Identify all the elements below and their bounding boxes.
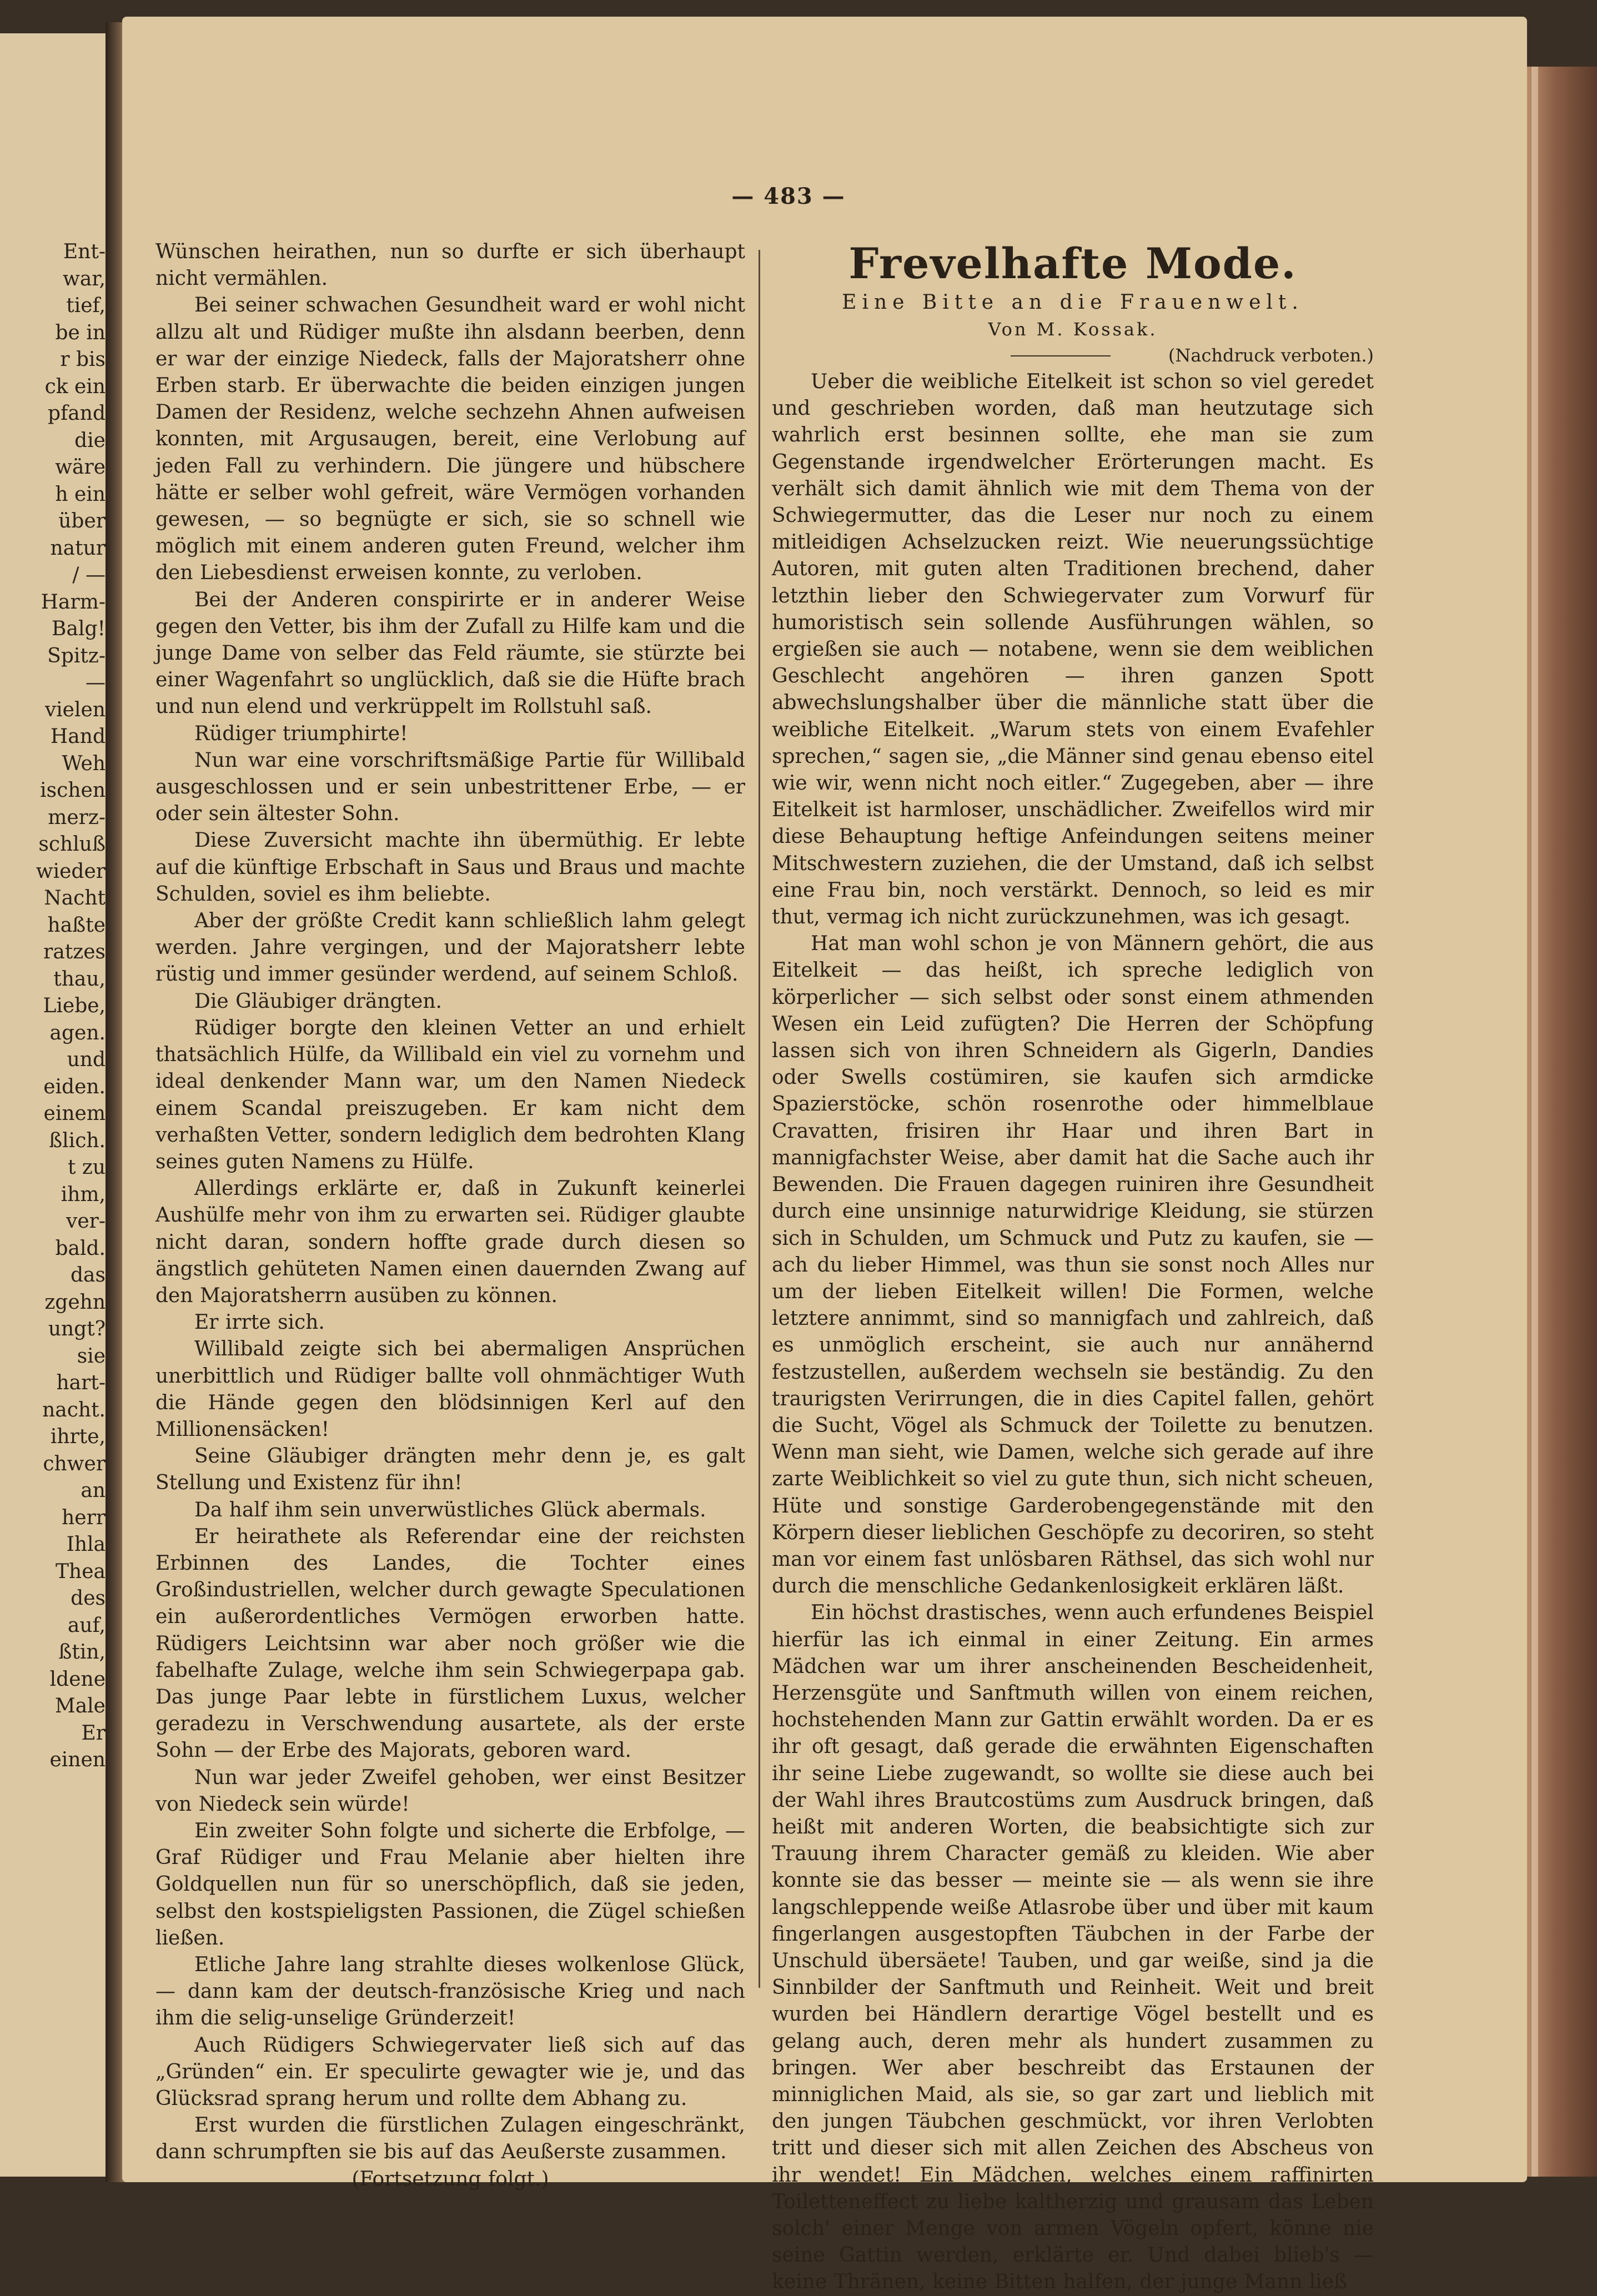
facing-page-line: Spitz-: [47, 644, 106, 667]
story-paragraph: Willibald zeigte sich bei abermaligen Ansprüchen unerbittlich und Rüdiger ballte voll ohnmächtiger Wuth die Hände gegen den blödsinnigen Kerl auf den Millionensäcken!: [155, 1338, 745, 1441]
facing-page-line: zgehn: [44, 1290, 106, 1314]
facing-page-line: Male: [54, 1695, 106, 1717]
story-paragraph: Rüdiger borgte den kleinen Vetter an und erhielt thatsächlich Hülfe, da Willibald ein viel zu vornehm und ideal denkender Mann war, um den Namen Niedeck einem Scandal preiszugeben. Er kam nicht dem verhaßten Vetter, sondern lediglich dem bedrohten Klang seines guten Namens zu Hülfe.: [155, 1016, 745, 1173]
facing-page-line: thau,: [53, 967, 106, 991]
facing-page-line: Er: [81, 1721, 106, 1745]
facing-page-line: natur: [50, 536, 106, 560]
facing-page-line: Ent-: [63, 240, 106, 263]
story-paragraph: Er heirathete als Referendar eine der reichsten Erbinnen des Landes, die Tochter eines Großindustriellen, welcher durch gewagte Speculationen ein außerordentliches Vermögen erworben hatte. Rüdigers Leichtsinn war aber noch größer wie die fabelhafte Zulage, welche ihm sein Schwiegerpapa gab. Das junge Paar lebte in fürstlichem Luxus, welcher geradezu in Verschwendung ausartete, als der erste Sohn — der Erbe des Majorats, geboren ward.: [155, 1525, 745, 1762]
book-spine-edge: [1527, 67, 1597, 2177]
facing-page-line: einem: [43, 1102, 106, 1125]
facing-page-line: des: [71, 1587, 106, 1610]
facing-page-line: schluß: [38, 833, 106, 856]
facing-page-line: das: [71, 1264, 106, 1287]
facing-page-line: Thea: [56, 1560, 106, 1583]
facing-page-line: Balg!: [52, 617, 106, 640]
facing-page-line: ck ein: [44, 375, 106, 398]
facing-page-line: sie: [77, 1344, 106, 1368]
facing-page-line: vielen: [44, 698, 106, 721]
facing-page-line: h ein: [55, 483, 106, 506]
header-rule: [1011, 355, 1111, 356]
story-paragraph: Seine Gläubiger drängten mehr denn je, es galt Stellung und Existenz für ihn!: [155, 1445, 745, 1495]
story-paragraph: Aber der größte Credit kann schließlich lahm gelegt werden. Jahre vergingen, und der Majoratsherr lebte rüstig und immer gesünder werdend, auf seinem Schloß.: [155, 910, 745, 986]
story-paragraph: Bei seiner schwachen Gesundheit ward er wohl nicht allzu alt und Rüdiger mußte ihn alsdann beerben, denn er war der einzige Niedeck, falls der Majoratsherr ohne Erben starb. Er überwachte die beiden einzigen jungen Damen der Residenz, welche sechzehn Ahnen aufweisen konnten, mit Argusaugen, bereit, eine Verlobung auf jeden Fall zu verhindern. Die jüngere und hübschere hätte er selber wohl gefreit, wäre Vermögen vorhanden gewesen, — so begnügte er sich, sie so schnell wie möglich mit einem anderen guten Freund, welcher ihm den Liebesdienst erweisen konnte, zu verloben.: [155, 294, 745, 585]
article-paragraph: Hat man wohl schon je von Männern gehört, die aus Eitelkeit — das heißt, ich spreche lediglich von körperlicher — sich selbst oder sonst einem athmenden Wesen ein Leid zufügten? Die Herren der Schöpfung lassen sich von ihren Schneidern als Gigerln, Dandies oder Swells costümiren, sie kaufen sich armdicke Spazierstöcke, schön rosenrothe oder himmelblaue Cravatten, frisiren ihr Haar und ihren Bart in mannigfachster Weise, aber damit hat die Sache auch ihr Bewenden. Die Frauen dagegen ruiniren ihre Gesundheit durch eine unsinnige naturwidrige Kleidung, sie stürzen sich in Schulden, um Schmuck und Putz zu kaufen, sie — ach du lieber Himmel, was thun sie sonst noch Alles nur um der lieben Eitelkeit willen! Die Formen, welche letztere annimmt, sind so mannigfach und zahlreich, daß es unmöglich erscheint, sie auch nur annähernd festzustellen, außerdem wechseln sie beständig. Zu den traurigsten Verirrungen, die in dies Capitel fallen, gehört die Sucht, Vögel als Schmuck der Toilette zu benutzen. Wenn man sieht, wie Damen, welche sich gerade auf ihre zarte Weiblichkeit so viel zu gute thun, sich nicht scheuen, Hüte und sonstige Garderobengegenstände mit den Körpern dieser lieblichen Geschöpfe zu decoriren, so steht man vor einem fast unlösbaren Räthsel, das sich wohl nur durch die menschliche Gedankenlosigkeit erklären läßt.: [772, 932, 1374, 1598]
continuation-note: (Fortsetzung folgt.): [351, 2167, 549, 2191]
facing-page-line: Hand: [50, 725, 106, 748]
story-paragraph: Diese Zuversicht machte ihn übermüthig. Er lebte auf die künftige Erbschaft in Saus und Braus und machte Schulden, soviel es ihm beliebte.: [155, 829, 745, 906]
facing-page-text: [6, 239, 106, 1774]
facing-page-fragment: [0, 33, 112, 2177]
facing-page-line: tief,: [66, 294, 106, 317]
facing-page-line: ßlich.: [49, 1129, 106, 1152]
story-paragraph: Allerdings erklärte er, daß in Zukunft keinerlei Aushülfe mehr von ihm zu erwarten sei. Rüdiger glaubte nicht daran, sondern hoffte grade durch diesen so ängstlich gehüteten Namen einen dauernden Zwang auf den Majoratsherrn ausüben zu können.: [155, 1177, 745, 1307]
facing-page-line: bald.: [55, 1237, 106, 1260]
facing-page-line: wäre: [55, 456, 106, 479]
reprint-note: (Nachdruck verboten.): [1168, 345, 1374, 366]
facing-page-line: Harm-: [41, 590, 106, 614]
facing-page-line: chwer: [43, 1452, 106, 1475]
facing-page-line: / —: [72, 564, 106, 586]
story-paragraph: Da half ihm sein unverwüstliches Glück abermals.: [194, 1498, 706, 1521]
article-author: Von M. Kossak.: [988, 319, 1158, 340]
article-subtitle: Eine Bitte an die Frauenwelt.: [842, 291, 1304, 314]
facing-page-line: nacht.: [42, 1398, 106, 1421]
facing-page-line: ischen: [40, 779, 106, 802]
facing-page-line: t zu: [67, 1156, 106, 1179]
facing-page-line: ldene: [49, 1667, 106, 1691]
facing-page-line: pfand: [47, 402, 106, 425]
facing-page-line: wieder: [36, 860, 106, 883]
facing-page-line: agen.: [49, 1021, 106, 1044]
facing-page-line: be in: [55, 321, 106, 344]
facing-page-line: haßte: [47, 913, 106, 937]
serial-story-column: [155, 239, 745, 2193]
story-paragraph: Auch Rüdigers Schwiegervater ließ sich auf das „Gründen“ ein. Er speculirte gewagter wie je, und das Glücksrad sprang herum und rollte dem Abhang zu.: [155, 2033, 745, 2111]
facing-page-line: an: [81, 1479, 106, 1502]
facing-page-line: ihm,: [61, 1183, 106, 1206]
column-divider: [759, 250, 760, 1988]
page-number: — 483 —: [731, 183, 846, 209]
facing-page-line: ßtin,: [58, 1641, 106, 1664]
facing-page-line: merz-: [48, 806, 106, 829]
story-paragraph: Wünschen heirathen, nun so durfte er sich überhaupt nicht vermählen.: [155, 240, 745, 290]
article-paragraph: Ueber die weibliche Eitelkeit ist schon so viel geredet und geschrieben worden, daß man heutzutage sich wahrlich erst besinnen sollte, ehe man sie zum Gegenstande irgendwelcher Erörterungen macht. Es verhält sich damit ähnlich wie mit dem Thema von der Schwiegermutter, das die Leser nur noch zu einem mitleidigen Achselzucken reizt. Wie neuerungssüchtige Autoren, mit guten alten Traditionen brechend, daher letzthin lieber den Schwiegervater zum Vorwurf für humoristisch sein sollende Ausführungen wählen, so ergießen sie auch — notabene, wenn sie dem weiblichen Geschlecht angehören — ihren ganzen Spott abwechslungshalber über die männliche statt über die weibliche Eitelkeit. „Warum stets von einem Evafehler sprechen,“ sagen sie, „die Männer sind genau ebenso eitel wie wir, wenn nicht noch eitler.“ Zugegeben, aber — ihre Eitelkeit ist harmloser, unschädlicher. Zweifellos wird mir diese Behauptung heftige Anfeindungen seitens meiner Mitschwestern zuziehen, die der Umstand, daß ich selbst eine Frau bin, noch verstärkt. Dennoch, so leid es mir thut, vermag ich nicht zurückzunehmen, was ich gesagt.: [772, 370, 1374, 929]
facing-page-line: die: [74, 429, 106, 452]
article-paragraph: Ein höchst drastisches, wenn auch erfundenes Beispiel hierfür las ich einmal in einer Zeitung. Ein armes Mädchen war um ihrer anscheinenden Bescheidenheit, Herzensgüte und Sanftmuth willen von einem reichen, hochstehenden Mann zur Gattin erwählt worden. Da er es ihr oft gesagt, daß gerade die erwähnten Eigenschaften ihr seine Liebe zugewandt, so wollte sie diese auch bei der Wahl ihres Brautcostüms zum Ausdruck bringen, daß heißt mit anderen Worten, die beabsichtigte sich zur Trauung ihrem Character gemäß zu kleiden. Wie aber konnte sie das besser — meinte sie — als wenn sie ihre langschleppende weiße Atlasrobe über und über mit kaum fingerlangen ausgestopften Täubchen in der Farbe der Unschuld übersäete! Tauben, und gar weiße, sind ja die Sinnbilder der Sanftmuth und Reinheit. Weit und breit wurden bei Händlern derartige Vögel bestellt und es gelang auch, deren mehr als hundert zusammen zu bringen. Wer aber beschreibt das Erstaunen der minniglichen Maid, als sie, so gar zart und lieblich mit den jungen Täubchen geschmückt, vor ihren Verlobten tritt und dieser sich mit allen Zeichen des Abscheus von ihr wendet! Ein Mädchen, welches einem raffinirten Toiletteneffect zu liebe kaltherzig und grausam das Leben solch' einer Menge von armen Vögeln opfert, könne nie seine Gattin werden, erklärte er. Und dabei blieb's — keine Thränen, keine Bitten halfen, der junge Mann ließ: [772, 1601, 1374, 2294]
facing-page-line: ihrte,: [50, 1425, 106, 1448]
facing-page-line: —: [86, 671, 106, 694]
story-paragraph: Die Gläubiger drängten.: [194, 989, 442, 1013]
story-paragraph: Ein zweiter Sohn folgte und sicherte die Erbfolge, — Graf Rüdiger und Frau Melanie aber hielten ihre Goldquellen nun für so unerschöpflich, daß sie jeden, selbst den kostspieligsten Passionen, die Zügel schießen ließen.: [155, 1819, 745, 1950]
article-title: Frevelhafte Mode.: [848, 239, 1297, 288]
story-paragraph: Nun war jeder Zweifel gehoben, wer einst Besitzer von Niedeck sein würde!: [155, 1766, 745, 1816]
facing-page-line: war,: [63, 267, 106, 290]
story-paragraph: Nun war eine vorschriftsmäßige Partie für Willibald ausgeschlossen und er sein unbestrittener Erbe, — er oder sein ältester Sohn.: [155, 748, 745, 826]
facing-page-line: eiden.: [43, 1075, 106, 1098]
story-paragraph: Er irrte sich.: [194, 1311, 325, 1334]
facing-page-line: und: [67, 1048, 106, 1071]
article-body: [772, 369, 1374, 2296]
story-paragraph: Etliche Jahre lang strahlte dieses wolkenlose Glück, — dann kam der deutsch-französische Krieg und nach ihm die selig-unselige Gründerzeit!: [155, 1953, 745, 2030]
facing-page-line: ungt?: [48, 1318, 106, 1340]
facing-page-line: Weh: [62, 752, 106, 775]
facing-page-line: Ihla: [66, 1533, 106, 1556]
story-paragraph: Erst wurden die fürstlichen Zulagen eingeschränkt, dann schrumpften sie bis auf das Aeußerste zusammen.: [155, 2114, 745, 2164]
facing-page-line: r bis: [60, 348, 106, 371]
story-paragraph: Rüdiger triumphirte!: [194, 722, 408, 745]
facing-page-line: über: [58, 510, 106, 532]
facing-page-line: einen: [49, 1749, 106, 1771]
facing-page-line: Liebe,: [43, 994, 106, 1017]
facing-page-line: auf,: [67, 1614, 106, 1637]
facing-page-line: ratzes: [43, 941, 106, 963]
facing-page-line: ver-: [66, 1210, 106, 1233]
facing-page-line: Nacht: [44, 887, 106, 910]
reprint-note-row: [772, 342, 1374, 369]
facing-page-line: hart-: [56, 1371, 106, 1394]
article-column: [772, 239, 1374, 2296]
story-paragraph: Bei der Anderen conspirirte er in anderer Weise gegen den Vetter, bis ihm der Zufall zu Hilfe kam und die junge Dame von selber das Feld räumte, sie stürzte bei einer Wagenfahrt so unglücklich, daß sie die Hüfte brach und nun elend und verkrüppelt im Rollstuhl saß.: [155, 588, 745, 719]
facing-page-line: herr: [62, 1506, 106, 1529]
